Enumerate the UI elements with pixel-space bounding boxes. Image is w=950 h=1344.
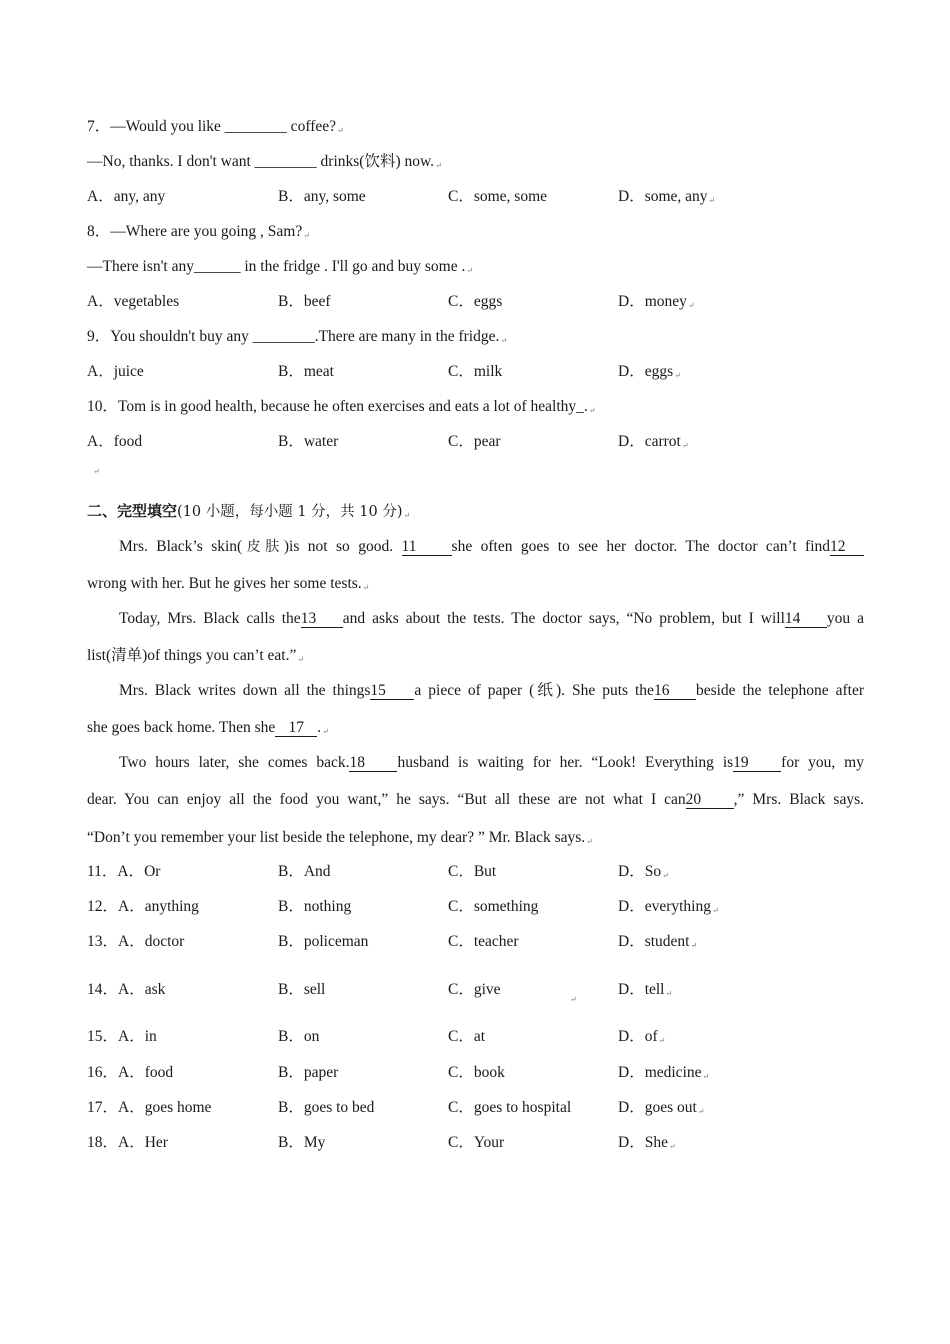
blank-18: 18 — [349, 754, 397, 772]
q7-stem-line1: 7．—Would you like ________ coffee?↵ — [87, 118, 344, 135]
q8-option-b: B．beef — [278, 293, 331, 310]
q8-option-a: A．vegetables — [87, 293, 180, 310]
paragraph-mark: ↵ — [93, 467, 100, 476]
q12-option-a: 12．A．anything — [87, 898, 199, 915]
q8-stem-line1: 8．—Where are you going , Sam?↵ — [87, 223, 310, 240]
q13-option-d: D．student↵ — [618, 933, 698, 950]
cloze-p1-line2: wrong with her. But he gives her some tests.↵ — [87, 575, 370, 592]
q9-option-a: A．juice — [87, 363, 144, 380]
q11-option-b: B．And — [278, 863, 331, 880]
q14-option-b: B．sell — [278, 981, 326, 998]
q8-stem-line2: —There isn't any______ in the fridge . I'll go and buy some .↵ — [87, 258, 474, 275]
blank-12: 12 — [830, 538, 864, 556]
anchor-mark: ↵ — [570, 995, 577, 1004]
q10-option-c: C．pear — [448, 433, 501, 450]
q18-option-a: 18．A．Her — [87, 1134, 168, 1151]
cloze-p3-line2: she goes back home. Then she 17 .↵ — [87, 719, 329, 736]
cloze-p1-line1: Mrs. Black’s skin(皮肤)is not so good. 11 she often goes to see her doctor. The doctor can’t find12 — [119, 537, 864, 557]
q7-option-c: C．some, some — [448, 188, 548, 205]
q18-option-d: D．She↵ — [618, 1134, 676, 1151]
q9-option-b: B．meat — [278, 363, 334, 380]
q15-option-c: C．at — [448, 1028, 486, 1045]
q10-option-b: B．water — [278, 433, 339, 450]
q18-option-b: B．My — [278, 1134, 326, 1151]
q7-option-b: B．any, some — [278, 188, 366, 205]
blank-19: 19 — [733, 754, 781, 772]
q15-option-b: B．on — [278, 1028, 320, 1045]
q16-option-b: B．paper — [278, 1064, 339, 1081]
blank-16: 16 — [654, 682, 696, 700]
q8-option-c: C．eggs — [448, 293, 503, 310]
q10-option-d: D．carrot↵ — [618, 433, 689, 450]
q16-option-a: 16．A．food — [87, 1064, 174, 1081]
q15-option-a: 15．A．in — [87, 1028, 157, 1045]
q18-option-c: C．Your — [448, 1134, 505, 1151]
q9-option-c: C．milk — [448, 363, 503, 380]
q10-stem: 10．Tom is in good health, because he often exercises and eats a lot of healthy_.↵ — [87, 398, 596, 415]
blank-20: 20 — [686, 791, 734, 809]
q11-option-c: C．But — [448, 863, 497, 880]
cloze-p4-line3: “Don’t you remember your list beside the telephone, my dear? ” Mr. Black says.↵ — [87, 829, 593, 846]
q9-option-d: D．eggs↵ — [618, 363, 681, 380]
blank-13: 13 — [301, 610, 343, 628]
section-heading: 二、完型填空(10 小题，每小题 1 分，共 10 分)↵ — [87, 502, 411, 520]
q7-stem-line2: —No, thanks. I don't want ________ drinks(饮料) now.↵ — [87, 153, 442, 170]
q12-option-b: B．nothing — [278, 898, 352, 915]
q13-option-b: B．policeman — [278, 933, 369, 950]
blank-17: 17 — [275, 719, 317, 737]
q17-option-d: D．goes out↵ — [618, 1099, 705, 1116]
q16-option-c: C．book — [448, 1064, 505, 1081]
q14-option-c: C．give — [448, 981, 501, 998]
q13-option-c: C．teacher — [448, 933, 519, 950]
q13-option-a: 13．A．doctor — [87, 933, 185, 950]
q16-option-d: D．medicine↵ — [618, 1064, 710, 1081]
q11-option-d: D．So↵ — [618, 863, 669, 880]
q14-option-a: 14．A．ask — [87, 981, 166, 998]
q10-option-a: A．food — [87, 433, 143, 450]
q12-option-c: C．something — [448, 898, 539, 915]
cloze-p3-line1: Mrs. Black writes down all the things15 a piece of paper (纸). She puts the16 beside the telephone after — [119, 682, 864, 699]
q7-option-d: D．some, any↵ — [618, 188, 716, 205]
q17-option-a: 17．A．goes home — [87, 1099, 212, 1116]
q14-option-d: D．tell↵ — [618, 981, 673, 998]
blank-11: 11 — [402, 538, 452, 556]
blank-15: 15 — [370, 682, 414, 700]
q8-option-d: D．money↵ — [618, 293, 695, 310]
cloze-p4-line2: dear. You can enjoy all the food you want,” he says. “But all these are not what I can20 ,” Mrs. Black says. — [87, 791, 864, 808]
q9-stem: 9．You shouldn't buy any ________.There are many in the fridge.↵ — [87, 328, 508, 345]
q12-option-d: D．everything↵ — [618, 898, 719, 915]
cloze-p2-line2: list(清单)of things you can’t eat.”↵ — [87, 647, 305, 664]
q17-option-b: B．goes to bed — [278, 1099, 375, 1116]
cloze-p2-line1: Today, Mrs. Black calls the13 and asks about the tests. The doctor says, “No problem, but I will14 you a — [119, 610, 865, 627]
q17-option-c: C．goes to hospital — [448, 1099, 572, 1116]
q7-option-a: A．any, any — [87, 188, 166, 205]
q15-option-d: D．of↵ — [618, 1028, 666, 1045]
cloze-p4-line1: Two hours later, she comes back.18 husband is waiting for her. “Look! Everything is19 for you, my — [119, 754, 864, 771]
blank-14: 14 — [785, 610, 827, 628]
q11-option-a: 11．A．Or — [87, 863, 161, 880]
